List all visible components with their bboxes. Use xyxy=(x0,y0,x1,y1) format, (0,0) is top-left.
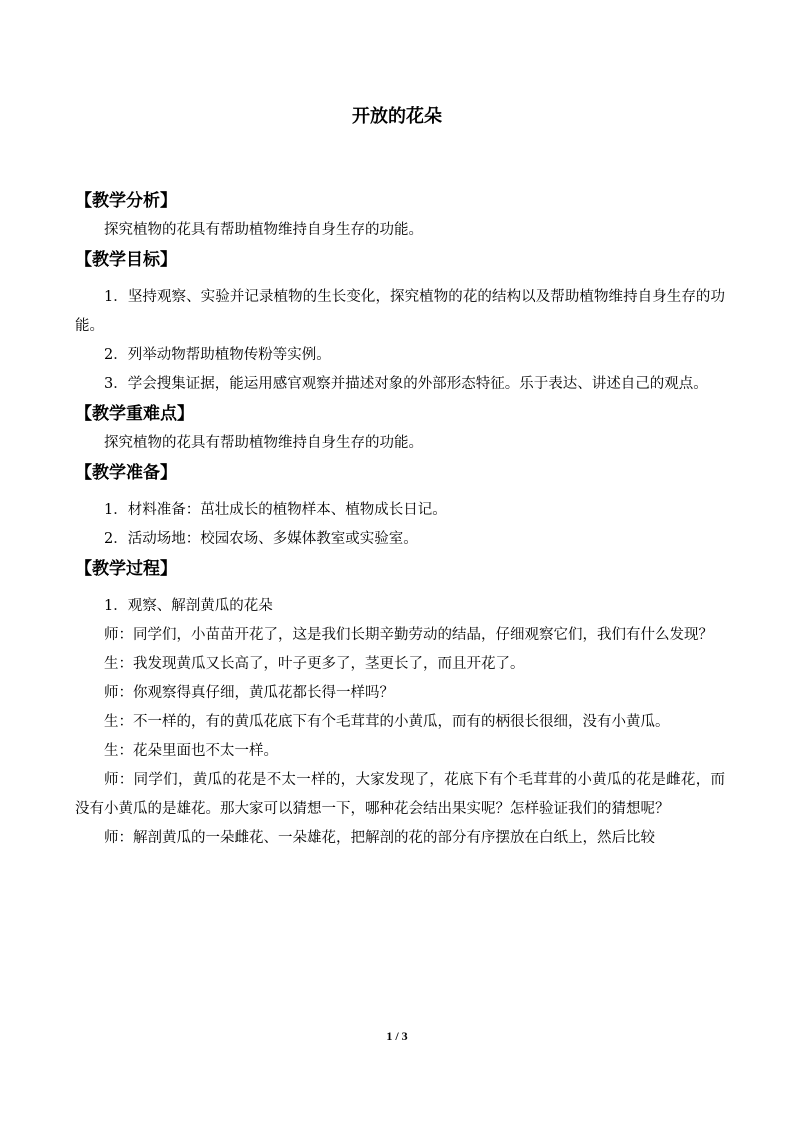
paragraph: 探究植物的花具有帮助植物维持自身生存的功能。 xyxy=(104,222,423,238)
paragraph: 生：花朵里面也不太一样。 xyxy=(104,743,278,759)
list-item: 1．坚持观察、实验并记录植物的生长变化，探究植物的花的结构以及帮助植物维持自身生存的功能。 xyxy=(75,289,725,334)
document-body xyxy=(75,186,725,853)
page-number: 1 / 3 xyxy=(386,1029,408,1043)
paragraph: 师：你观察得真仔细，黄瓜花都长得一样吗？ xyxy=(104,685,394,701)
paragraph: 师：同学们，黄瓜的花是不太一样的，大家发现了，花底下有个毛茸茸的小黄瓜的花是雌花，而没有小黄瓜的是雄花。那大家可以猜想一下，哪种花会结出果实呢？怎样验证我们的猜想呢？ xyxy=(75,772,725,817)
section-heading-preparation: 【教学准备】 xyxy=(75,463,177,483)
section-key-points xyxy=(75,399,725,458)
section-heading-process: 【教学过程】 xyxy=(75,559,177,579)
list-item: 3．学会搜集证据，能运用感官观察并描述对象的外部形态特征。乐于表达、讲述自己的观点。 xyxy=(104,376,708,392)
paragraph: 师：同学们，小苗苗开花了，这是我们长期辛勤劳动的结晶，仔细观察它们，我们有什么发现？ xyxy=(104,627,713,643)
paragraph: 生：不一样的，有的黄瓜花底下有个毛茸茸的小黄瓜，而有的柄很长很细，没有小黄瓜。 xyxy=(104,714,670,730)
paragraph: 探究植物的花具有帮助植物维持自身生存的功能。 xyxy=(104,435,423,451)
list-item: 2．活动场地：校园农场、多媒体教室或实验室。 xyxy=(104,531,418,547)
section-heading-analysis: 【教学分析】 xyxy=(75,191,177,211)
list-item: 2．列举动物帮助植物传粉等实例。 xyxy=(104,347,331,363)
paragraph: 1．观察、解剖黄瓜的花朵 xyxy=(104,598,273,614)
section-analysis xyxy=(75,186,725,245)
page-title: 开放的花朵 xyxy=(352,106,442,127)
section-heading-key-points: 【教学重难点】 xyxy=(75,404,194,424)
paragraph: 生：我发现黄瓜又长高了，叶子更多了，茎更长了，而且开花了。 xyxy=(104,656,525,672)
list-item: 1．材料准备：茁壮成长的植物样本、植物成长日记。 xyxy=(104,502,447,518)
paragraph: 师：解剖黄瓜的一朵雌花、一朵雄花，把解剖的花的部分有序摆放在白纸上，然后比较 xyxy=(104,830,655,846)
section-goals xyxy=(75,245,725,399)
section-preparation xyxy=(75,458,725,554)
section-heading-goals: 【教学目标】 xyxy=(75,250,177,270)
section-process xyxy=(75,554,725,853)
